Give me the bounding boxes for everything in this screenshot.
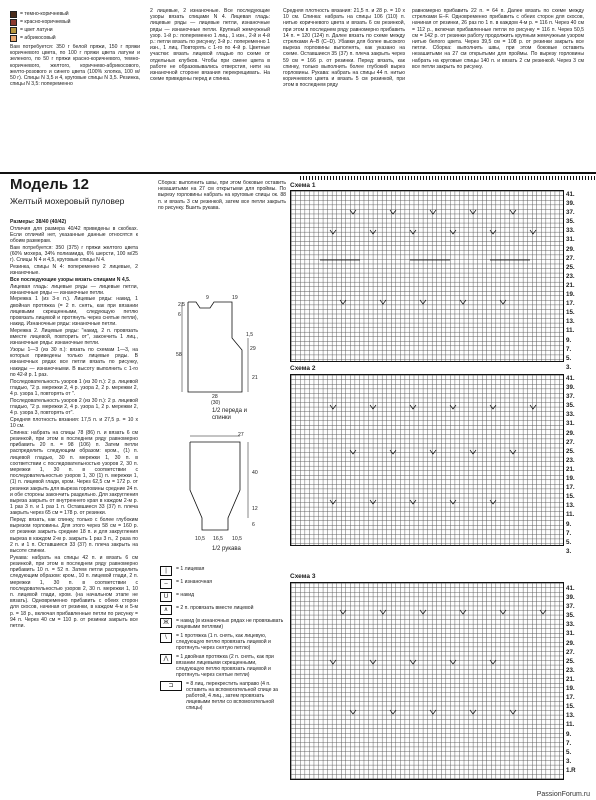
dim-label: 21: [252, 375, 258, 381]
dim-label: 6: [178, 312, 181, 318]
color-swatch: [10, 27, 17, 34]
symbol-legend-row: U = накид: [160, 592, 286, 602]
color-swatch: [10, 19, 17, 26]
symbol-legend-row: Ж = накид (в изнаночных рядах не провязывать лицевыми петлями): [160, 618, 286, 630]
symbol-legend-row: – = 1 изнаночная: [160, 579, 286, 589]
dim-label: 29: [250, 346, 256, 352]
model-title: Модель 12: [10, 176, 89, 193]
dim-label: 2,5: [178, 302, 186, 308]
schema-stitch-marks: [290, 190, 562, 780]
k2tog-icon: ∧: [160, 605, 172, 615]
top-text-col1: Вам потребуется: 350 г белой пряжи, 150 г пряжи коричневого цвета, по 100 г пряжи цвета латуни и зеленого, по 50 г пряжи красно-коричневого, темно-коричневого, желтого, коричнево-абрикосового, желто-розового и синего цвета (100% хлопка, 100 м/ 50 г). Спицы N 3,5 и 4, круговые спицы N 3,5. Резинка, спицы N 3,5: попеременно: [10, 44, 140, 88]
dim-label: 9: [206, 295, 209, 301]
slip-knit-psso-icon: \: [160, 633, 172, 643]
symbol-legend-row: ⊐ = 8 лиц. перекрестить направо (4 п. оставить на вспомогательной спице за работой, 4 лиц., затем провязать лицевыми петли со вспомогательной спицы): [160, 681, 286, 711]
schema-1-row-numbers: 41. 39. 37. 35. 33. 31. 29. 27. 25. 23. 21. 19. 17. 15. 13. 11. 9. 7. 5. 3.: [566, 191, 575, 371]
site-watermark: PassionForum.ru: [536, 790, 590, 798]
sleeve-diagram: [170, 430, 270, 535]
schema-1-title: Схема 1: [290, 182, 316, 189]
purl-stitch-icon: –: [160, 579, 172, 589]
symbol-legend-row: ∧ = 2 п. провязать вместе лицевой: [160, 605, 286, 615]
top-text-col2: 2 лицевые, 2 изнаночные. Все последующие узоры вязать спицами N 4. Лицевая гладь: лицевые ряды — лицевые петли, изнаночные ряды — изнаночные петли. Крупный жемчужный узор. 1-й р.: попеременно 1 лиц., 1 изн., 2-й и 4-й р.: петли вязать по рисунку; 3-й р.: попеременно 1 изн., 1 лиц. Повторять с 1-го по 4-й р. Цветные участки: вязать лицевой гладью по схеме от отдельных клубков. Чтобы при смене цвета в работе не образовывались отверстия, нити на изнаночной стороне вязания перекрещивать. На схеме приведены перед и спинка.: [150, 8, 270, 83]
yarn-legend-row: = красно-коричневый: [10, 18, 88, 26]
header-rule-right: [300, 176, 596, 180]
dim-label: 6: [252, 522, 255, 528]
diagram-caption: 1/2 переда и спинки: [212, 408, 247, 421]
yarn-over-icon: U: [160, 592, 172, 602]
symbol-legend: [160, 566, 286, 714]
dim-label: 12: [252, 506, 258, 512]
yarn-legend: [10, 10, 88, 42]
cable-cross-icon: ⊐: [160, 681, 182, 691]
symbol-legend-row: ⋀ = 1 двойная протяжка (2 п. снять, как при вязании лицевыми скрещенными, следующую петлю провязать лицевой и протянуть через снятые петли): [160, 654, 286, 678]
yarn-legend-row: = темно-коричневый: [10, 10, 88, 18]
model-subtitle: Желтый мохеровый пуловер: [10, 196, 125, 206]
schema-3-row-numbers: 41. 39. 37. 35. 33. 31. 29. 27. 25. 23. 21. 19. 17. 15. 13. 11. 9. 7. 5. 3. 1.R: [566, 585, 576, 774]
dim-label: 16,5: [213, 536, 223, 542]
dim-label: 1,5: [246, 332, 254, 338]
knit-stitch-icon: |: [160, 566, 172, 576]
instructions-col1: Размеры: 38/40 (40/42) Отличия для размера 40/42 приведены в скобках. Если отличий нет, указанные данные относятся к обоим размерам. Вам потребуется: 350 (375) г пряжи желтого цвета (60% мохера, 34% полиамида, 6% шерсти, 100 м/25 г). Спицы N 4 и 4,5, круговые спицы N 4. Резинка, спицы N 4: попеременно 2 лицевые, 2 изнаночные. Все последующие узоры вязать спицами N 4,5. Лицевая гладь: лицевые ряды — лицевые петли, изнаночные ряды — изнаночные петли. Мережка 1 (из 3-х п.). Лицевые ряды: накид, 1 двойная протяжка (= 2 п. снять, как при вязании лицевыми скрещенными, следующую петлю провязать лицевой и протянуть через снятые петли), накид. Изнаночные ряды: изнаночные петли. Мережка 2. Лицевые ряды: "накид, 2 п. провязать вместе лицевой, повторить от", закончить 1 лиц., изнаночные ряды: изнаночные петли. Узоры 1—3 (из 30 п.): вязать по схемам 1—3, на которых приведены только лицевые ряды. В изнаночных рядах все петли вязать по рисунку, накиды — изнаночными. В высоту выполнить с 1-го по 42-й р. 1 раз. Последовательность узоров 1 (из 30 п.): 2 р. лицевой гладью, "2 р. мережки 2, 4 р. узора 2, 2 р. мережки 2, 4 р. узора 1, повторять от ". Последовательность узоров 2 (из 30 п.): 2 р. лицевой гладью, "2 р. мережки 2, 4 р. узора 1, 2 р. мережки 2, 4 р. узора 3, повторять от". Средняя плотность вязания: 17,5 п. и 27,5 р. = 10 х 10 см. Спинка: набрать на спицы 78 (86) п. и вязать 6 см резинкой, при этом в последнем ряду равномерно прибавить 20 п. = 98 (106) п. Затем петли распределить следующим образом: кром., (1) п. лицевой гладью, 30 п. мережки 1, 30 п. в соответствии с последовательностью узоров 2, 30 п. мережки 1, 30 п. в соответствии с последовательностью узоров 1, 30 (1) п. мережки 1, (1) п. лицевой глади, кром. Через 62,5 см = 172 р. от резинки закрыть для выреза горловины средние 24 п. и обе стороны закончить раздельно. Для закругления выреза закрыть от внутреннего края в каждом 2-м р. 1 раз 3 п. и 1 раз 1 п. Оставшиеся 33 (37) п. плеча закрыть через 65 см = 178 р. от резинки. Перед: вязать, как спинку, только с более глубоким вырезом горловины. Для этого через 58 см = 160 р. от резинки закрыть средние 18 п. и для закругления выреза в каждом 2-м р. закрыть 1 раз 3 п., 2 раза по 2 п. и 1 п. Оставшиеся 33 (37) п. плеча закрыть на высоте спинки. Рукава: набрать на спицы 42 п. и вязать 6 см резинкой, при этом в последнем ряду равномерно прибавить 10 п. = 52 п. Затем петли распределить следующим образом: кром., 10 п. лицевой глади, 2 п. мережки 1, 30 п. в соответствии с последовательностью узоров 2, 30 п. мережки 1, 10 п. лицевой глади, кром. (на начальном этапе не вязать). Одновременно прибавить с обеих сторон для скосов, начиная от резинки, в каждом 4-м и 5-м р. = 18 р., включая прибавленные петли по рисунку = 94 п. Через 40 см = 110 р. от резинки закрыть все петли.: [10, 219, 138, 629]
dim-label: 19: [232, 295, 238, 301]
diagram-caption: 1/2 рукава: [212, 546, 241, 552]
symbol-legend-row: | = 1 лицевая: [160, 566, 286, 576]
color-swatch: [10, 11, 17, 18]
dim-label: 10,5: [232, 536, 242, 542]
double-yarn-over-icon: Ж: [160, 618, 172, 628]
dim-label: 28: [212, 394, 218, 400]
color-swatch: [10, 35, 17, 42]
schema-2-row-numbers: 41. 39. 37. 35. 33. 31. 29. 27. 25. 23. 21. 19. 17. 15. 13. 11. 9. 7. 5. 3.: [566, 375, 575, 555]
dim-label: 40: [252, 470, 258, 476]
top-text-col4: равномерно прибавить 22 п. = 64 п. Далее вязать по схеме между стрелками Е–F. Одновременно прибавить с обеих сторон для скосов, начиная от резинки, 26 раз по 1 п. в каждом 4-м р. = 116 п. Через 40 см = 112 р., включая прибавленные петли по рисунку = 116 п. Через 50,5 см = 142 р. от резинки работу продолжить крупным жемчужным узором нитью белого цвета. Через 39,5 см = 108 р. от резинки закрыть все петли. Сборка: выполнить швы, при этом боковые оставить незашитыми на 27 см открытыми для проймы. По вырезу горловины набрать на круговые спицы 140 п. и вязать 2 см резинкой. Через 3 см все петли закрыть по рисунку.: [412, 8, 584, 70]
yarn-legend-row: = абрикосовый: [10, 34, 88, 42]
dim-label: 27: [238, 432, 244, 438]
dim-label: (30): [211, 400, 221, 406]
schema-3-title: Схема 3: [290, 573, 316, 580]
instructions-col2: Сборка: выполнить швы, при этом боковые оставить незашитыми на 27 см открытыми для проймы. По вырезу горловины набрать на круговые спицы ок. 88 п. и вязать 3 см резинкой, затем все петли закрыть по рисунку. Вшить рукава.: [158, 180, 286, 211]
dim-label: 58: [176, 352, 182, 358]
dim-label: 10,5: [195, 536, 205, 542]
symbol-legend-row: \ = 1 протяжка (1 п. снять, как лицевую, следующую петлю провязать лицевой и протянуть через снятую петлю): [160, 633, 286, 651]
header-rule: [0, 172, 596, 174]
top-text-col3: Средняя плотность вязания: 21,5 п. и 28 р. = 10 х 10 см. Спинка: набрать на спицы 106 (110) п. нитью коричневого цвета и вязать 6 см резинкой, при этом в последнем ряду равномерно прибавить 14 п. = 120 (124) п. Далее вязать по схеме между стрелками А–В (С–D). Убавки для более высокого выреза горловины выполнять, как указано на схеме. Оставшиеся 35 (37) п. плеча закрыть через 59 см = 166 р. от резинки. Перед: вязать, как спинку, только выполнить более глубокий вырез горловины. Рукава: набрать на спицы 44 п. нитью коричневого цвета и вязать 5 см резинкой, при этом в последнем ряду: [283, 8, 405, 89]
schema-2-title: Схема 2: [290, 365, 316, 372]
double-decrease-icon: ⋀: [160, 654, 172, 664]
yarn-legend-row: = цвет латуни: [10, 26, 88, 34]
